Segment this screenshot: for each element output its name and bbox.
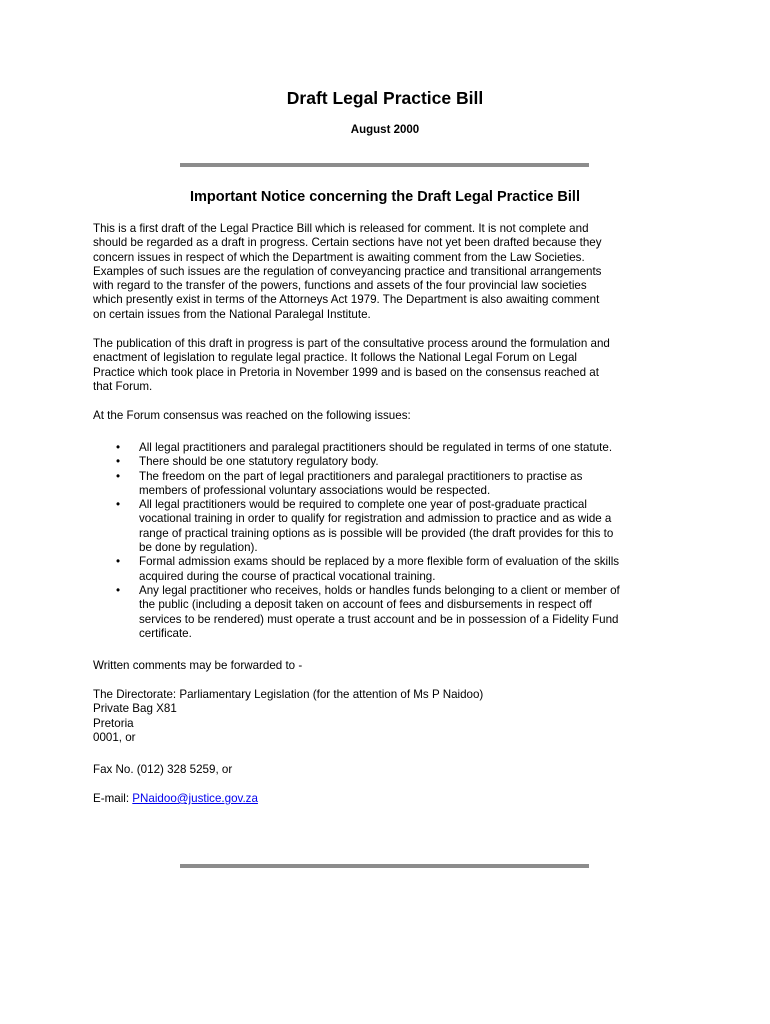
bullet-icon: • <box>116 441 121 454</box>
email-label: E-mail: <box>93 792 133 805</box>
document-title: Draft Legal Practice Bill <box>286 88 484 108</box>
bullet-icon: • <box>116 469 121 483</box>
postal-address: The Directorate: Parliamentary Legislation (for the attention of Ms P Naidoo) Private Bag X81 Pretoria 0001, or <box>93 688 484 744</box>
list-item-text: Any legal practitioner who receives, holds or handles funds belonging to a client or member of the public (including a deposit taken on account of fees and disbursements in respect off services to be rendered) must operate a trust account and be in possession of a Fidelity Fund certificate. <box>139 583 620 640</box>
list-item-text: The freedom on the part of legal practitioners and paralegal practitioners to practise as members of professional voluntary associations would be respected. <box>139 469 583 497</box>
notice-heading: Important Notice concerning the Draft Legal Practice Bill <box>190 189 580 205</box>
bottom-divider <box>180 864 589 868</box>
comments-intro: Written comments may be forwarded to - <box>93 659 303 672</box>
list-item <box>93 555 693 584</box>
list-item <box>93 470 693 499</box>
bullet-icon: • <box>116 555 121 569</box>
bullet-icon: • <box>116 498 121 512</box>
fax-number: Fax No. (012) 328 5259, or <box>93 763 233 776</box>
list-item <box>93 441 693 455</box>
list-item <box>93 455 693 469</box>
list-item-text: All legal practitioners would be required to complete one year of post-graduate practical vocational training in order to qualify for registration and admission to practice and as wide a range of practical training options as is possible will be provided (the draft provides for this to be done by regulation). <box>139 498 614 555</box>
list-item-text: There should be one statutory regulatory body. <box>139 455 379 469</box>
intro-paragraph: This is a first draft of the Legal Practice Bill which is released for comment. It is not complete and should be regarded as a draft in progress. Certain sections have not yet been drafted because they concern issues in respect of which the Department is awaiting comment from the Law Societies. Examples of such issues are the regulation of conveyancing practice and transitional arrangements with regard to the transfer of the powers, functions and assets of the four provincial law societies which presently exist in terms of the Attorneys Act 1979. The Department is also awaiting comment on certain issues from the National Paralegal Institute. <box>93 222 602 321</box>
document-date: August 2000 <box>350 124 420 136</box>
top-divider <box>180 163 589 167</box>
publication-paragraph: The publication of this draft in progress is part of the consultative process around the formulation and enactment of legislation to regulate legal practice. It follows the National Legal Forum on Legal Practice which took place in Pretoria in November 1999 and is based on the consensus reached at that Forum. <box>93 337 610 393</box>
bullet-icon: • <box>116 455 121 469</box>
email-line <box>93 792 258 806</box>
consensus-intro: At the Forum consensus was reached on the following issues: <box>93 409 411 422</box>
consensus-list <box>93 441 693 641</box>
list-item-text: All legal practitioners and paralegal practitioners should be regulated in terms of one statute. <box>139 441 613 454</box>
list-item <box>93 498 693 555</box>
list-item-text: Formal admission exams should be replaced by a more flexible form of evaluation of the skills acquired during the course of practical vocational training. <box>139 555 620 583</box>
list-item <box>93 584 693 641</box>
email-link[interactable]: PNaidoo@justice.gov.za <box>132 792 258 805</box>
bullet-icon: • <box>116 583 121 597</box>
